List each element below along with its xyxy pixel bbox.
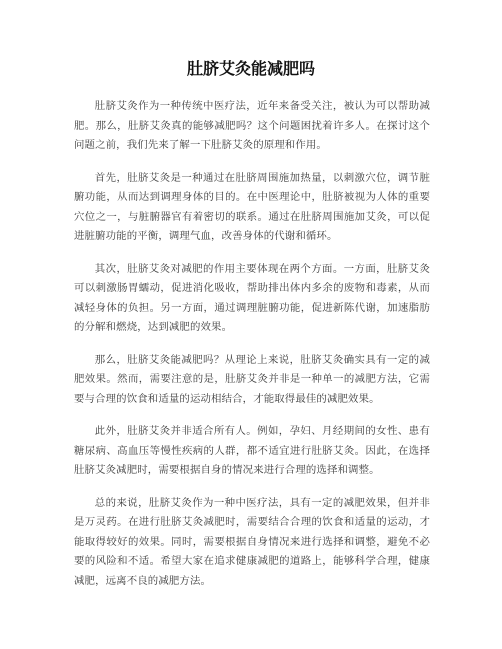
- document-body: [74, 97, 430, 604]
- paragraph-6: 总的来说，肚脐艾灸作为一种中医疗法，具有一定的减肥效果，但并非是万灵药。在进行肚脐艾灸减肥时，需要结合合理的饮食和适量的运动，才能取得较好的效果。同时，需要根据自身情况来进行选择和调整，避免不必要的风险和不适。希望大家在追求健康减肥的道路上，能够科学合理，健康减肥，远离不良的减肥方法。: [74, 496, 430, 587]
- document-title: 肚脐艾灸能减肥吗: [186, 59, 315, 78]
- paragraph-2: 首先，肚脐艾灸是一种通过在肚脐周围施加热量，以刺激穴位，调节脏腑功能，从而达到调理身体的目的。在中医理论中，肚脐被视为人体的重要穴位之一，与脏腑器官有着密切的联系。通过在肚脐周围施加艾灸，可以促进脏腑功能的平衡，调理气血，改善身体的代谢和循环。: [74, 171, 430, 242]
- paragraph-1: 肚脐艾灸作为一种传统中医疗法，近年来备受关注，被认为可以帮助减肥。那么，肚脐艾灸真的能够减肥吗？这个问题困扰着许多人。在探讨这个问题之前，我们先来了解一下肚脐艾灸的原理和作用。: [74, 100, 430, 151]
- paragraph-3: 其次，肚脐艾灸对减肥的作用主要体现在两个方面。一方面，肚脐艾灸可以刺激肠胃蠕动，促进消化吸收，帮助排出体内多余的废物和毒素，从而减轻身体的负担。另一方面，通过调理脏腑功能，促进新陈代谢，加速脂肪的分解和燃烧，达到减肥的效果。: [74, 262, 430, 333]
- paragraph-5: 此外，肚脐艾灸并非适合所有人。例如，孕妇、月经期间的女性、患有糖尿病、高血压等慢性疾病的人群，都不适宜进行肚脐艾灸。因此，在选择肚脐艾灸减肥时，需要根据自身的情况来进行合理的选择和调整。: [74, 425, 430, 476]
- paragraph-4: 那么，肚脐艾灸能减肥吗？从理论上来说，肚脐艾灸确实具有一定的减肥效果。然而，需要注意的是，肚脐艾灸并非是一种单一的减肥方法，它需要与合理的饮食和适量的运动相结合，才能取得最佳的减肥效果。: [74, 353, 430, 405]
